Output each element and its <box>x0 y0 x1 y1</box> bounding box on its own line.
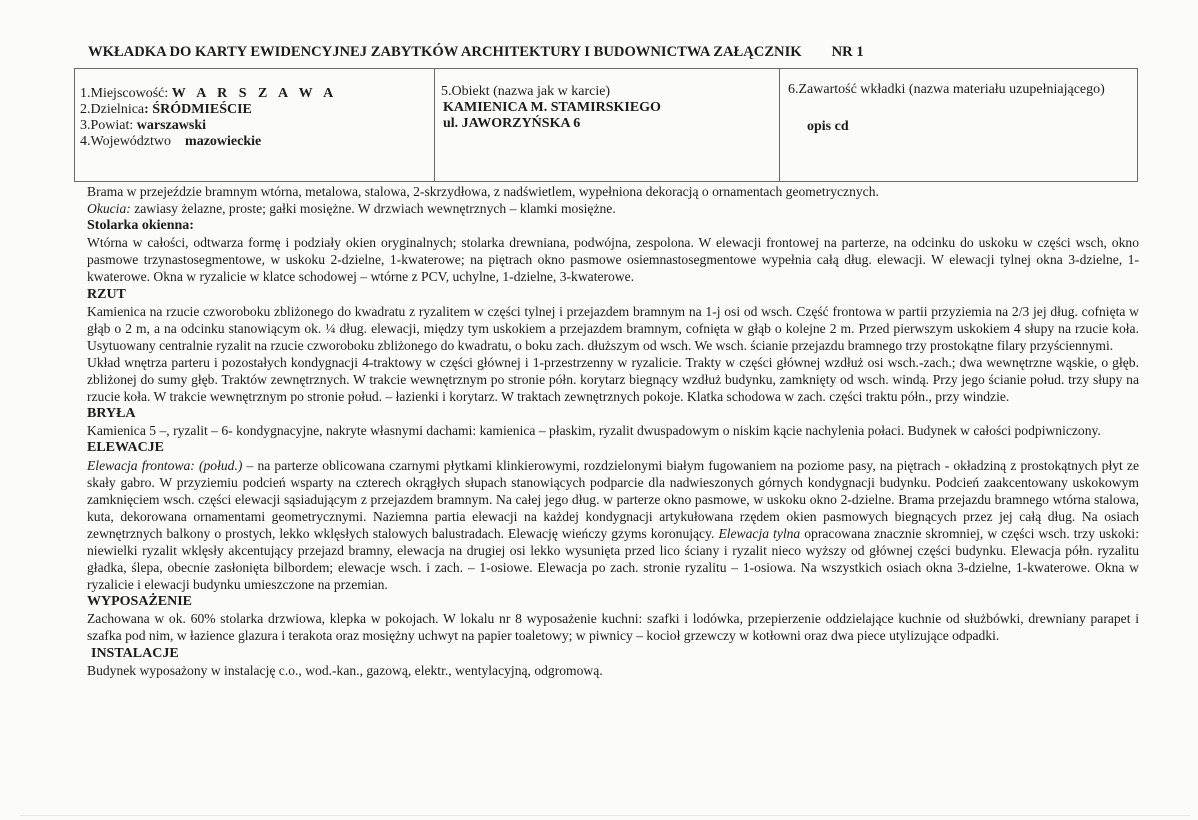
massing-heading: BRYŁA <box>87 406 136 422</box>
scan-edge-divider <box>20 815 1190 816</box>
county-label: 3.Powiat: <box>80 118 134 133</box>
county-value: warszawski <box>136 118 207 133</box>
installations-paragraph: Budynek wyposażony w instalację c.o., wod.-kan., gazową, elektr., wentylacyjną, odgromową. <box>87 662 603 678</box>
fittings-text: zawiasy żelazne, proste; gałki mosiężne. W drzwiach wewnętrznych – klamki mosiężne. <box>130 201 616 217</box>
document-title <box>88 44 864 61</box>
object-cell <box>435 69 780 181</box>
fittings-paragraph <box>87 200 1139 217</box>
fittings-label: Okucia: <box>87 201 131 217</box>
object-address: ul. JAWORZYŃSKA 6 <box>443 116 581 131</box>
contents-value: opis cd <box>807 119 849 134</box>
attachment-number: NR 1 <box>831 44 864 60</box>
header-table <box>74 68 1138 182</box>
plan-paragraph-1: Kamienica na rzucie czworoboku zbliżonego do kwadratu z ryzalitem w części tylnej i przejazdem bramnym na 1-j osi od wsch. Część frontowa w partii przyziemia na 2/3 jej dług. cofnięta w głąb o 2 m, a na odcinku stanowiącym ok. ¼ dług. elewacji, między tym uskokiem a przejazdem bramnym, cofnięta w głąb o kolejne 2 m. Przed pierwszym uskokiem 4 słupy na rzucie koła. Usytuowany centralnie ryzalit na rzucie czworoboku zbliżonego do kwadratu, o boku zach. dłuższym od wsch. We wsch. ścianie przejazdu bramnego trzy prostokątne filary przyściennymi. <box>87 303 1139 353</box>
district-row <box>80 102 434 118</box>
contents-cell <box>780 69 1137 181</box>
description-body <box>87 183 1139 679</box>
district-label: 2.Dzielnica <box>80 102 145 117</box>
front-elevation-label: Elewacja frontowa: (połud.) <box>87 457 243 473</box>
voivodeship-value: mazowieckie <box>185 134 262 149</box>
installations-heading: INSTALACJE <box>91 645 179 661</box>
object-label: 5.Obiekt (nazwa jak w karcie) <box>441 84 611 99</box>
district-value: : ŚRÓDMIEŚCIE <box>144 102 252 117</box>
rear-elevation-label: Elewacja tylna <box>718 525 801 541</box>
elevations-text-2: opracowana znacznie skromniej, w części wsch. trzy uskoki: niewielki ryzalit wklęsły akcentujący przejazd bramny, elewacja na drugiej osi lekko wysunięta przed lico ściany i ryzalit nieco wyższy od głównej części budynku. Elewacja półn. ryzalitu gładka, ślepa, obecnie zasłonięta bilbordem; elewacje wsch. i zach. – 1-osiowe. Elewacja po zach. stronie ryzalitu – 1-osiowa. Na wszystkich osiach okna 3-dzielne, 1-kwaterowe. Okna w ryzalicie i elewacji budynku umieszczone na przemian. <box>87 525 1139 593</box>
plan-heading: RZUT <box>87 286 126 302</box>
location-cell <box>75 69 435 181</box>
window-joinery-heading: Stolarka okienna: <box>87 218 194 234</box>
elevations-heading: ELEWACJE <box>87 440 165 456</box>
voivodeship-label: 4.Województwo <box>80 134 172 149</box>
locality-value: W A R S Z A W A <box>171 86 338 101</box>
voivodeship-row <box>80 134 434 150</box>
plan-paragraph-2: Układ wnętrza parteru i pozostałych kondygnacji 4-traktowy w części głównej i 1-przestrzenny w ryzalicie. Trakty w części głównej wzdłuż osi wsch.-zach.; dwa wewnętrzne wąskie, o głęb. zbliżonej do sumy głęb. Traktów zewnętrznych. W trakcie wewnętrznym po stronie półn. korytarz biegnący wzdłuż budynku, zamknięty od wsch. windą. Przy jego ścianie połud. trzy słupy na rzucie koła. W trakcie wewnętrznym po stronie połud. – łazienki i korytarz. W traktach zewnętrznych pokoje. Klatka schodowa w zach. części traktu półn., przy windzie. <box>87 354 1139 405</box>
equipment-heading: WYPOSAŻENIE <box>87 594 193 610</box>
locality-row <box>80 86 434 102</box>
locality-label: 1.Miejscowość: <box>80 86 169 101</box>
county-row <box>80 118 434 134</box>
elevations-text-1: – na parterze oblicowana czarnymi płytkami klinkierowymi, rozdzielonymi białym fugowaniem na poziome pasy, na piętrach - okładziną z prostokątnych płyt ze skały gabro. W przyziemiu podcień wsparty na czterech okrągłych słupach stanowiących podparcie dla nadwieszonych górnych kondygnacji budynku. Podcień zaakcentowany uskokowym zamknięciem wsch. części elewacji sąsiadującym z przejazdem bramnym. Na całej jego dług. w parterze okno pasmowe, w uskoku okno 2-dzielne. Brama przejazdu bramnego wtórna stalowa, kuta, dekorowana ornamentami geometrycznymi. Naziemna partia elewacji na każdej kondygnacji artykułowana rzędem okien pasmowych biegnących przez jej całą dług. Na osiach zewnętrznych balkony o prostych, lekko wklęsłych stalowych balustradach. Elewację wieńczy gzyms koronujący. <box>87 457 1139 541</box>
object-name: KAMIENICA M. STAMIRSKIEGO <box>443 100 661 115</box>
contents-label: 6.Zawartość wkładki (nazwa materiału uzupełniającego) <box>788 82 1105 97</box>
title-text: WKŁADKA DO KARTY EWIDENCYJNEJ ZABYTKÓW ARCHITEKTURY I BUDOWNICTWA ZAŁĄCZNIK <box>88 44 802 60</box>
window-joinery-paragraph: Wtórna w całości, odtwarza formę i podziały okien oryginalnych; stolarka drewniana, podwójna, zespolona. W elewacji frontowej na parterze, na odcinku do uskoku w części wsch, okno pasmowe trzynastosegmentowe, w uskoku 2-dzielne, 1-kwaterowe; na piętrach okno pasmowe osiemnastosegmentowe wypełnia całą dług. elewacji. W elewacji tylnej okna 3-dzielne, 1-kwaterowe. Okna w ryzalicie w klatce schodowej – wtórne z PCV, uchylne, 1-dzielne, 3-kwaterowe. <box>87 235 1139 285</box>
elevations-paragraph <box>87 457 1139 594</box>
gate-paragraph: Brama w przejeździe bramnym wtórna, metalowa, stalowa, 2-skrzydłowa, z nadświetlem, wypełniona dekoracją o ornamentach geometrycznych. <box>87 184 879 199</box>
massing-paragraph: Kamienica 5 –, ryzalit – 6- kondygnacyjne, nakryte własnymi dachami: kamienica – płaskim, ryzalit dwuspadowym o niskim kącie nachylenia połaci. Budynek w całości podpiwniczony. <box>87 423 1101 439</box>
equipment-paragraph: Zachowana w ok. 60% stolarka drzwiowa, klepka w pokojach. W lokalu nr 8 wyposażenie kuchni: szafki i lodówka, przepierzenie oddzielające kuchnie od służbówki, drewniany parapet i szafka pod nim, w łazience glazura i terakota oraz mosiężny uchwyt na papier toaletowy; w piwnicy – kocioł grzewczy w kotłowni oraz dwa piece utylizujące odpadki. <box>87 611 1139 644</box>
